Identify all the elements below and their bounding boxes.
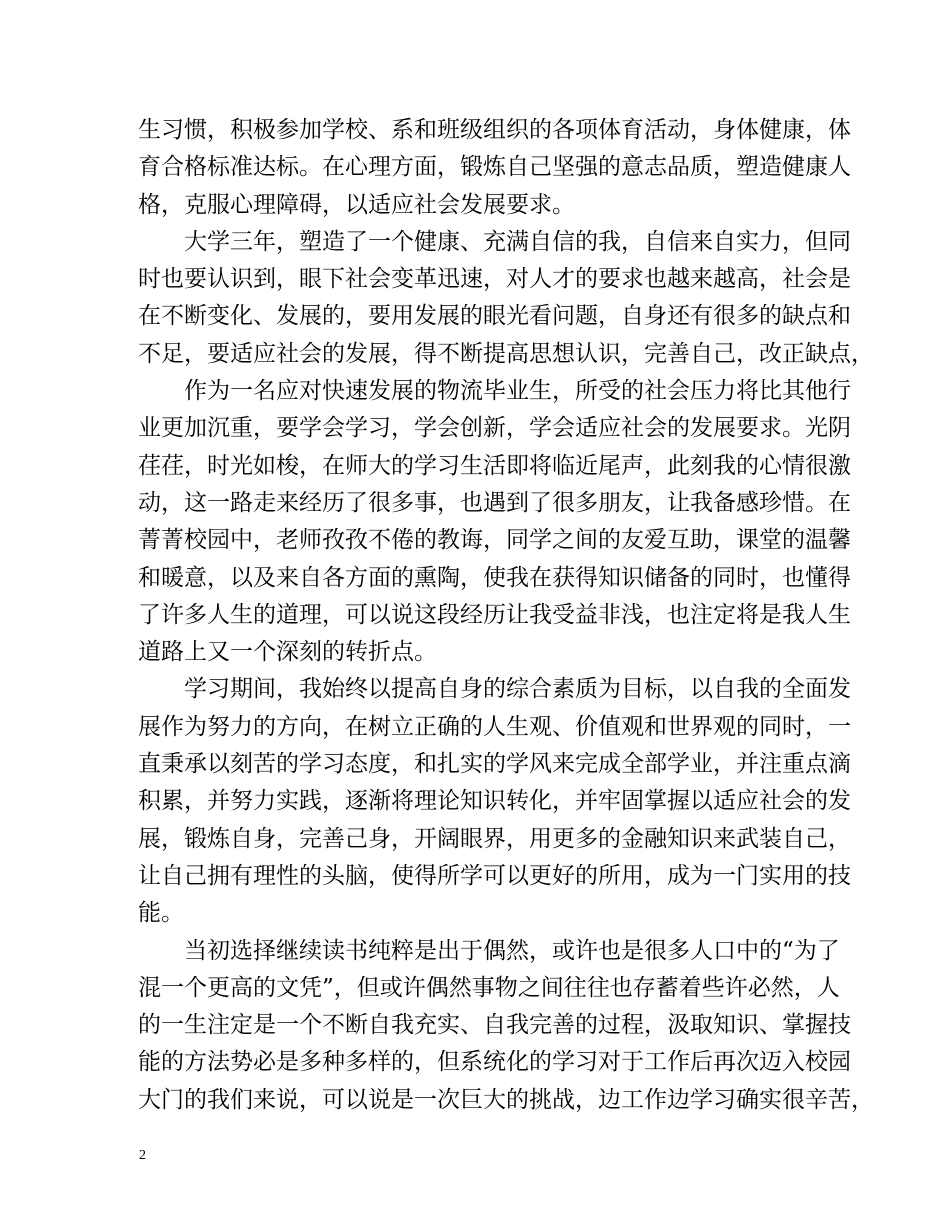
text-line: 不足，要适应社会的发展，得不断提高思想认识，完善自己，改正缺点， [138, 340, 874, 367]
text-line: 在不断变化、发展的，要用发展的眼光看问题，自身还有很多的缺点和 [138, 303, 851, 330]
text-line: 的一生注定是一个不断自我充实、自我完善的过程，汲取知识、掌握技 [138, 1012, 851, 1039]
body-text [138, 112, 874, 1119]
text-line: 生习惯，积极参加学校、系和班级组织的各项体育活动，身体健康，体 [138, 117, 851, 143]
text-line: 了许多人生的道理，可以说这段经历让我受益非浅，也注定将是我人生 [138, 601, 851, 628]
text-line: 能的方法势必是多种多样的，但系统化的学习对于工作后再次迈入校园 [138, 1049, 851, 1076]
text-line: 道路上又一个深刻的转折点。 [138, 639, 437, 666]
text-line: 业更加沉重，要学会学习，学会创新，学会适应社会的发展要求。光阴 [138, 415, 851, 442]
text-line: 时也要认识到，眼下社会变革迅速，对人才的要求也越来越高，社会是 [138, 266, 851, 293]
paragraph-start-line: 作为一名应对快速发展的物流毕业生，所受的社会压力将比其他行 [184, 378, 851, 405]
text-line: 和暖意，以及来自各方面的熏陶，使我在获得知识储备的同时，也懂得 [138, 564, 851, 591]
paragraph-start-line: 当初选择继续读书纯粹是出于偶然，或许也是很多人口中的“为了 [184, 937, 840, 964]
text-line: 荏荏，时光如梭，在师大的学习生活即将临近尾声，此刻我的心情很激 [138, 452, 851, 479]
text-line: 菁菁校园中，老师孜孜不倦的教诲，同学之间的友爱互助，课堂的温馨 [138, 527, 851, 554]
paragraph-start-line: 大学三年，塑造了一个健康、充满自信的我，自信来自实力，但同 [184, 228, 851, 255]
text-line: 展作为努力的方向，在树立正确的人生观、价值观和世界观的同时，一 [138, 713, 851, 740]
text-line: 积累，并努力实践，逐渐将理论知识转化，并牢固掌握以适应社会的发 [138, 788, 851, 815]
text-line: 动，这一路走来经历了很多事，也遇到了很多朋友，让我备感珍惜。在 [138, 489, 851, 516]
text-line: 展，锻炼自身，完善己身，开阔眼界，用更多的金融知识来武装自己， [138, 825, 851, 852]
text-line: 格，克服心理障碍，以适应社会发展要求。 [138, 191, 575, 218]
text-line: 让自己拥有理性的头脑，使得所学可以更好的所用，成为一门实用的技 [138, 862, 851, 889]
text-line: 能。 [138, 900, 184, 927]
text-line: 育合格标准达标。在心理方面，锻炼自己坚强的意志品质，塑造健康人 [138, 154, 851, 181]
text-line: 混一个更高的文凭”，但或许偶然事物之间往往也存蓄着些许必然，人 [138, 974, 840, 1001]
text-line: 大门的我们来说，可以说是一次巨大的挑战，边工作边学习确实很辛苦， [138, 1086, 874, 1113]
page-number: 2 [139, 1148, 146, 1163]
text-line: 直秉承以刻苦的学习态度，和扎实的学风来完成全部学业，并注重点滴 [138, 751, 851, 778]
paragraph-start-line: 学习期间，我始终以提高自身的综合素质为目标，以自我的全面发 [184, 676, 851, 703]
